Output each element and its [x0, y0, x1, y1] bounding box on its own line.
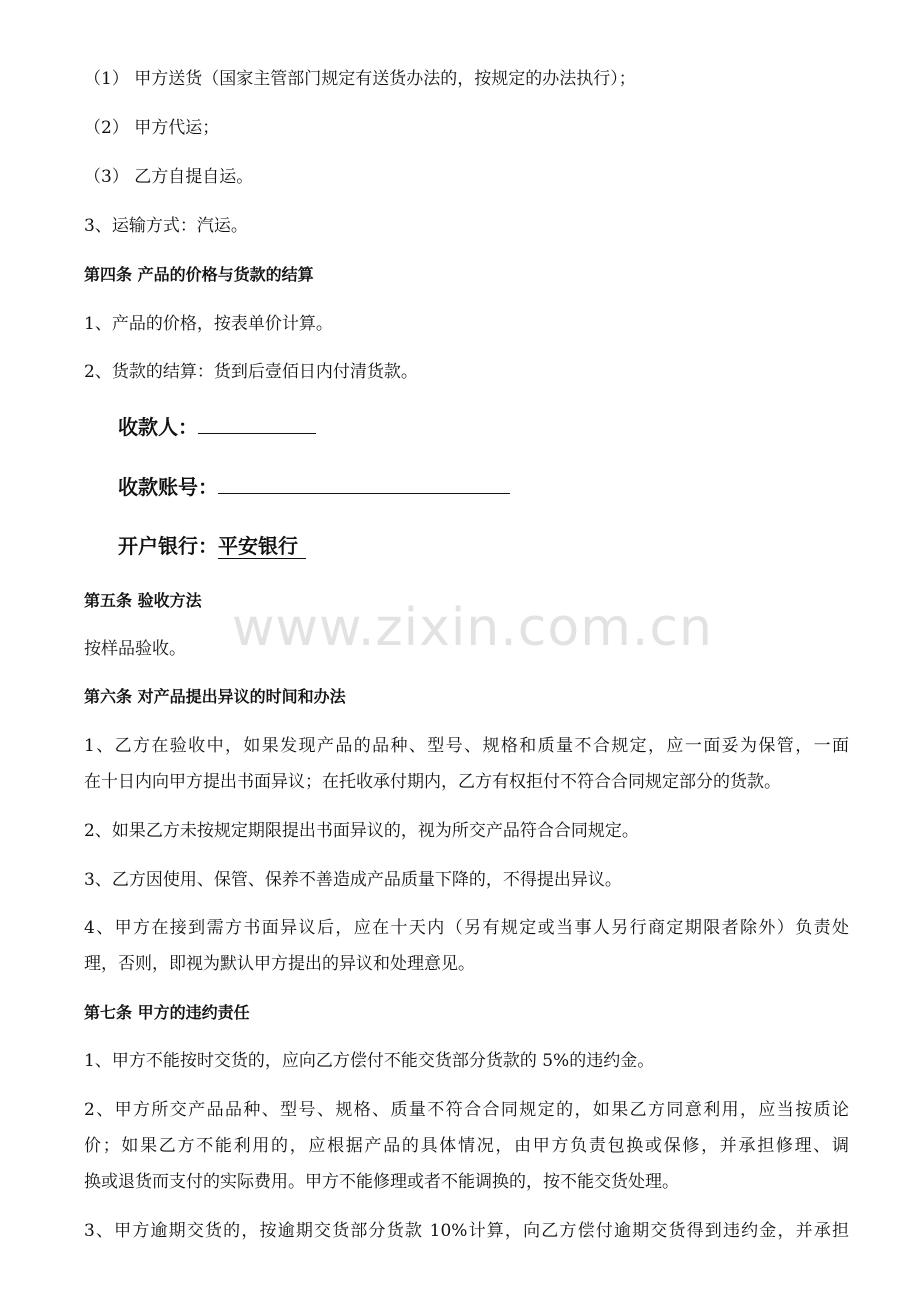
article-5-heading: 第五条 验收方法	[84, 591, 202, 610]
article-6-heading: 第六条 对产品提出异议的时间和办法	[84, 687, 346, 706]
account-label: 收款账号：	[118, 475, 218, 499]
bank-label: 开户银行：	[118, 534, 218, 558]
watermark: www.zixin.com.cn	[232, 598, 713, 658]
delivery-option-3: （3） 乙方自提自运。	[84, 167, 254, 187]
price-clause: 1、产品的价格，按表单价计算。	[84, 314, 333, 334]
payee-row	[118, 413, 316, 440]
payee-blank	[198, 413, 316, 434]
account-blank	[218, 473, 510, 494]
article-7-item-2-line-1: 2、甲方所交产品品种、型号、规格、质量不符合合同规定的，如果乙方同意利用，应当按质论	[84, 1100, 849, 1120]
article-6-item-3: 3、乙方因使用、保管、保养不善造成产品质量下降的，不得提出异议。	[84, 870, 622, 890]
account-row	[118, 473, 510, 500]
article-6-item-2: 2、如果乙方未按规定期限提出书面异议的，视为所交产品符合合同规定。	[84, 821, 639, 841]
article-6-item-4-line-1: 4、甲方在接到需方书面异议后，应在十天内（另有规定或当事人另行商定期限者除外）负责处	[84, 918, 849, 938]
bank-value: 平安银行	[218, 534, 306, 559]
article-5-body: 按样品验收。	[84, 639, 186, 659]
article-6-item-1-line-2: 在十日内向甲方提出书面异议；在托收承付期内，乙方有权拒付不符合合同规定部分的货款。	[84, 772, 781, 792]
article-6-item-1-line-1: 1、乙方在验收中，如果发现产品的品种、型号、规格和质量不合规定，应一面妥为保管，一面	[84, 736, 849, 756]
delivery-option-2: （2） 甲方代运；	[84, 118, 220, 138]
payee-label: 收款人：	[118, 415, 198, 439]
article-7-item-3-line-1: 3、甲方逾期交货的，按逾期交货部分货款 10%计算，向乙方偿付逾期交货得到违约金，并承担	[84, 1221, 849, 1241]
article-7-item-1: 1、甲方不能按时交货的，应向乙方偿付不能交货部分货款的 5%的违约金。	[84, 1051, 655, 1071]
transport-method: 3、运输方式：汽运。	[84, 216, 248, 236]
article-6-item-4-line-2: 理，否则，即视为默认甲方提出的异议和处理意见。	[84, 954, 475, 974]
settlement-clause: 2、货款的结算：货到后壹佰日内付清货款。	[84, 362, 418, 382]
article-4-heading: 第四条 产品的价格与货款的结算	[84, 265, 314, 284]
article-7-item-2-line-2: 价；如果乙方不能利用的，应根据产品的具体情况，由甲方负责包换或保修，并承担修理、调	[84, 1136, 849, 1156]
bank-row	[118, 533, 306, 559]
article-7-item-2-line-3: 换或退货而支付的实际费用。甲方不能修理或者不能调换的，按不能交货处理。	[84, 1172, 679, 1192]
delivery-option-1: （1） 甲方送货（国家主管部门规定有送货办法的，按规定的办法执行）；	[84, 69, 636, 89]
article-7-heading: 第七条 甲方的违约责任	[84, 1003, 250, 1022]
